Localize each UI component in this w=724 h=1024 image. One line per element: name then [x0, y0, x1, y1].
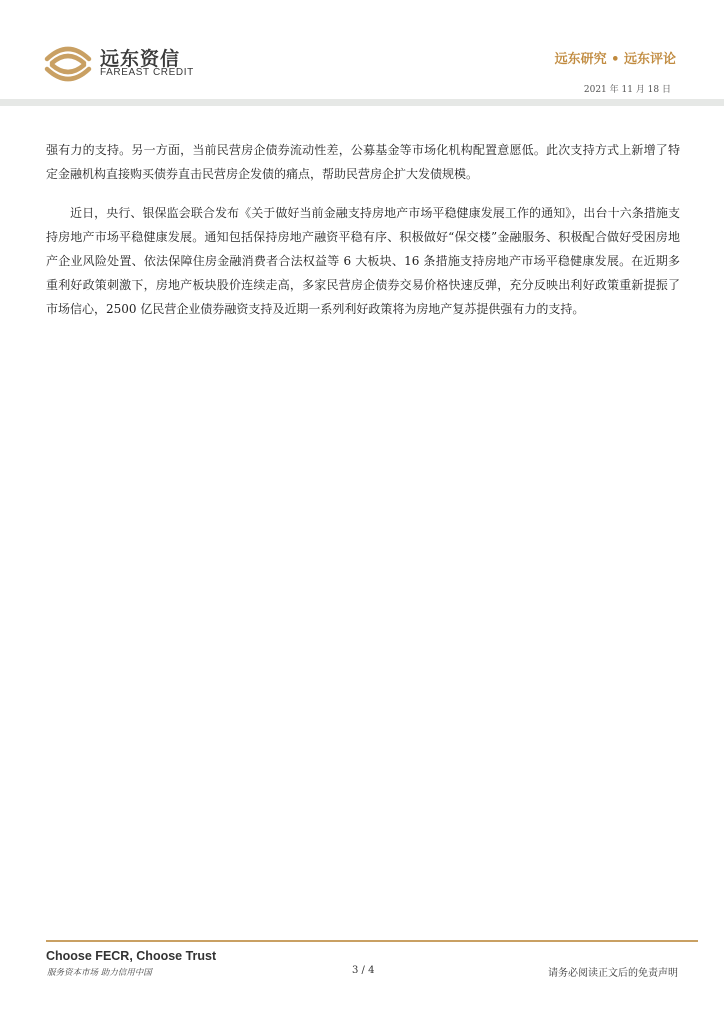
- footer-brand-tagline: Choose FECR, Choose Trust: [46, 949, 217, 963]
- header-title: 远东研究 • 远东评论: [554, 52, 676, 67]
- body-paragraph: 强有力的支持。另一方面，当前民营房企债券流动性差，公募基金等市场化机构配置意愿低。此次支持方式上新增了特定金融机构直接购买债券直击民营房企发债的痛点，帮助民营房企扩大发债规模。: [46, 143, 680, 181]
- fareast-credit-logo-icon: [42, 40, 94, 88]
- footer-rule: [46, 940, 698, 942]
- page-number: 3 / 4: [352, 965, 375, 976]
- body-paragraph: 近日，央行、银保监会联合发布《关于做好当前金融支持房地产市场平稳健康发展工作的通知》，出台十六条措施支持房地产市场平稳健康发展。通知包括保持房地产融资平稳有序、积极做好“保交楼”金融服务、积极配合做好受困房地产企业风险处置、依法保障住房金融消费者合法权益等 6 大板块、16 条措施支持房地产市场平稳健康发展。在近期多重利好政策刺激下，房地产板块股价连续走高，多家民营房企债券交易价格快速反弹，充分反映出利好政策重新提振了市场信心，2500 亿民营企业债券融资支持及近期一系列利好政策将为房地产复苏提供强有力的支持。: [46, 206, 680, 316]
- logo-english-text: FAREAST CREDIT: [100, 67, 194, 78]
- footer-slogan: 服务资本市场 助力信用中国: [47, 968, 152, 978]
- footer-disclaimer: 请务必阅读正文后的免责声明: [548, 968, 678, 979]
- header-divider-band: [0, 99, 724, 106]
- report-date: 2021 年 11 月 18 日: [583, 85, 671, 95]
- logo-chinese-text: 远东资信: [100, 48, 181, 70]
- article-body: [46, 138, 680, 336]
- company-logo: [42, 40, 202, 88]
